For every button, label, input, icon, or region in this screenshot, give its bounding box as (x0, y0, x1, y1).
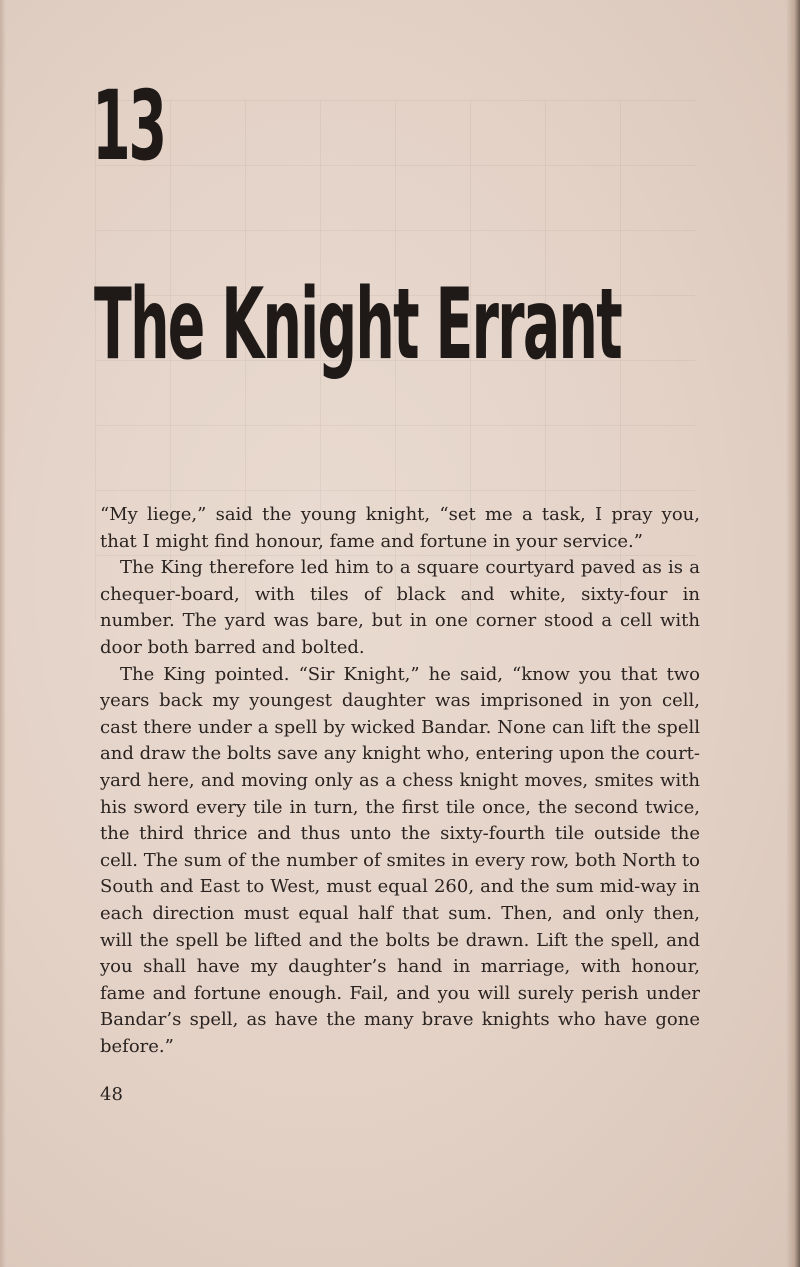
chapter-title: The Knight Errant (94, 268, 621, 382)
paragraph-3: The King pointed. “Sir Knight,” he said, “know you that two years back my youngest daughter was imprisoned in yon cell, cast there under a spell by wicked Bandar. None can lift the spell and draw the bolts save any knight who, entering upon the court-yard here, and moving only as a chess knight moves, smites with his sword every tile in turn, the first tile once, the second twice, the third thrice and thus unto the sixty-fourth tile outside the cell. The sum of the number of smites in every row, both North to South and East to West, must equal 260, and the sum mid-way in each direction must equal half that sum. Then, and only then, will the spell be lifted and the bolts be drawn. Lift the spell, and you shall have my daughter’s hand in marriage, with honour, fame and fortune enough. Fail, and you will surely perish under Bandar’s spell, as have the many brave knights who have gone before.” (100, 663, 700, 1057)
page-edge-left (0, 0, 6, 1267)
page-edge-right (786, 0, 800, 1267)
paragraph-1: “My liege,” said the young knight, “set me a task, I pray you, that I might find honour, fame and fortune in your service.” (100, 504, 700, 552)
paragraph-2: The King therefore led him to a square courtyard paved as is a chequer-board, with tiles of black and white, sixty-four in number. The yard was bare, but in one corner stood a cell with door both barred and bolted. (100, 557, 700, 658)
chapter-body (100, 502, 700, 1060)
page-number: 48 (100, 1084, 123, 1105)
chapter-number: 13 (92, 70, 165, 182)
